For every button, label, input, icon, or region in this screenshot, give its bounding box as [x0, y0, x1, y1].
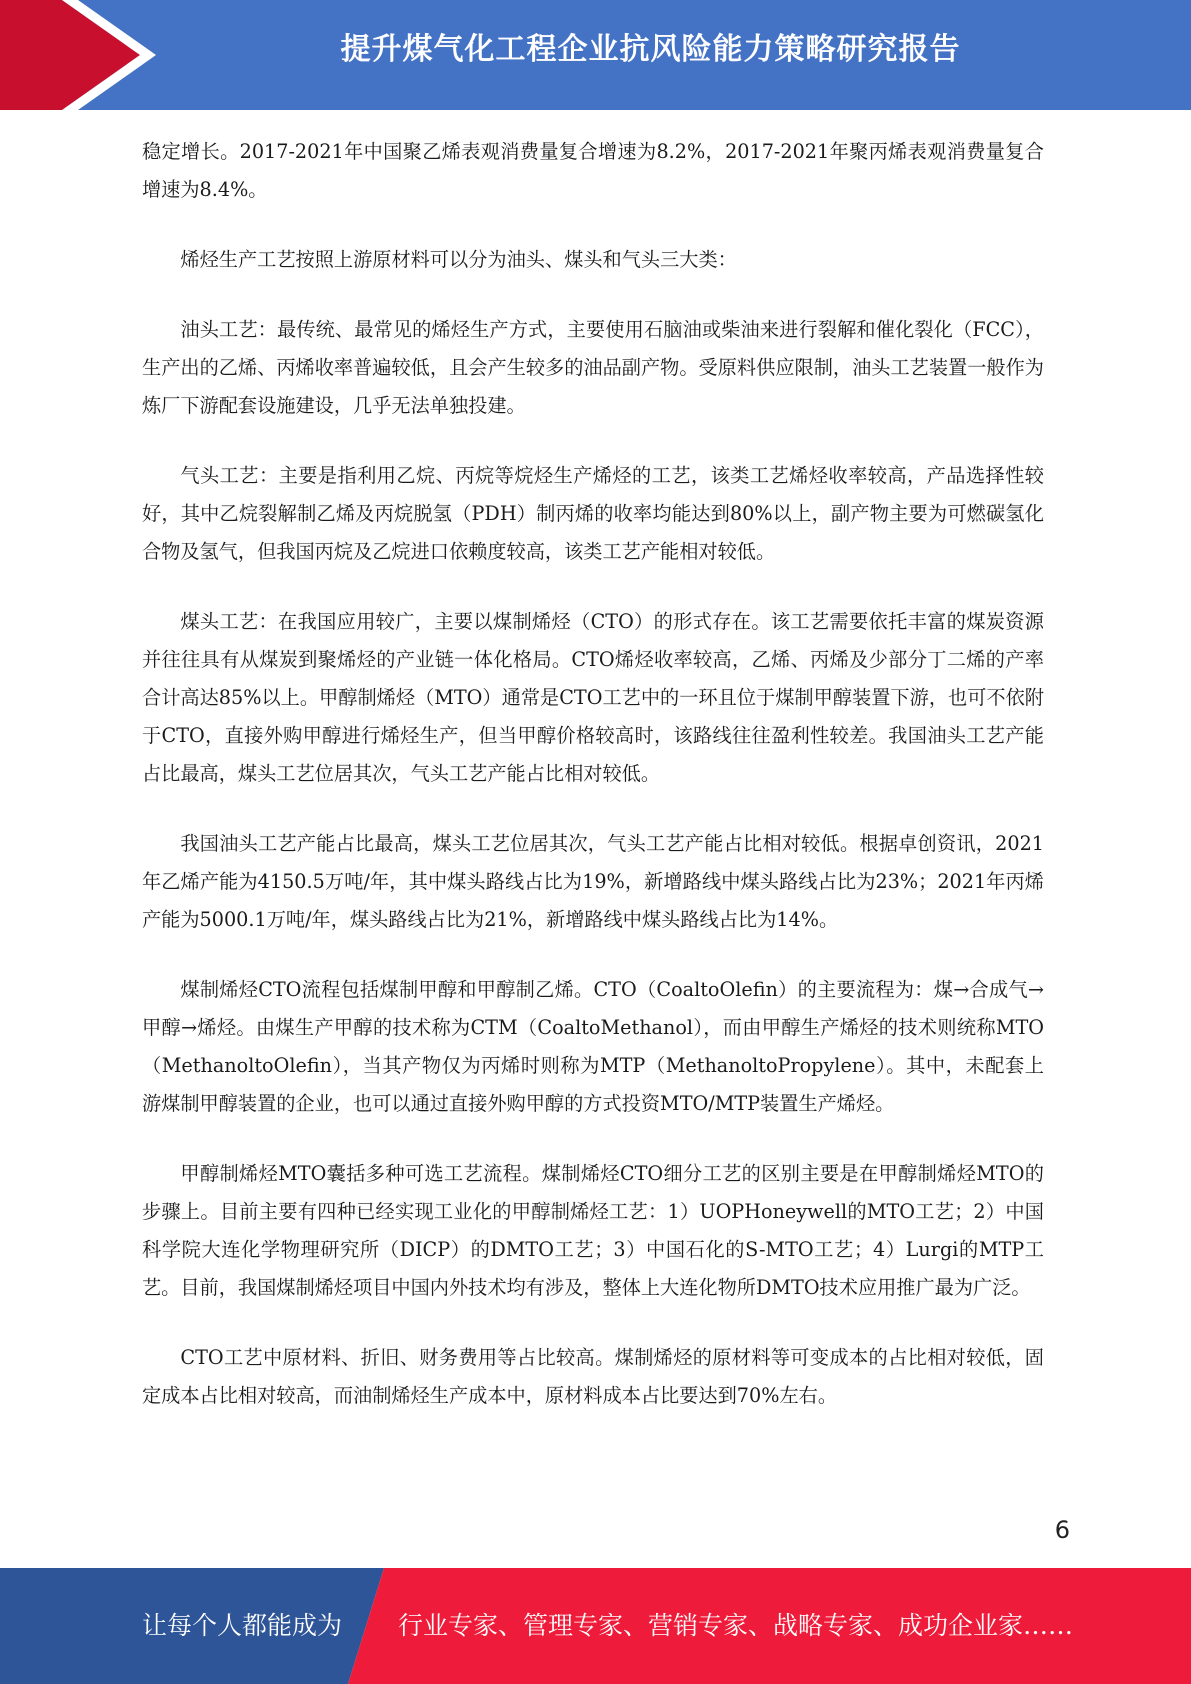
paragraph: 煤头工艺：在我国应用较广，主要以煤制烯烃（CTO）的形式存在。该工艺需要依托丰富的煤炭资源并往往具有从煤炭到聚烯烃的产业链一体化格局。CTO烯烃收率较高，乙烯、丙烯及少部分丁二烯的产率合计高达85%以上。甲醇制烯烃（MTO）通常是CTO工艺中的一环且位于煤制甲醇装置下游，也可不依附于CTO，直接外购甲醇进行烯烃生产，但当甲醇价格较高时，该路线往往盈利性较差。我国油头工艺产能占比最高，煤头工艺位居其次，气头工艺产能占比相对较低。 [142, 610, 1044, 785]
footer-slogan-right: 行业专家、管理专家、营销专家、战略专家、成功企业家…… [398, 1611, 1074, 1640]
paragraph: CTO工艺中原材料、折旧、财务费用等占比较高。煤制烯烃的原材料等可变成本的占比相对较低，固定成本占比相对较高，而油制烯烃生产成本中，原材料成本占比要达到70%左右。 [142, 1346, 1044, 1407]
page-number: 6 [1054, 1516, 1070, 1544]
paragraph: 油头工艺：最传统、最常见的烯烃生产方式，主要使用石脑油或柴油来进行裂解和催化裂化（FCC），生产出的乙烯、丙烯收率普遍较低，且会产生较多的油品副产物。受原料供应限制，油头工艺装置一般作为炼厂下游配套设施建设，几乎无法单独投建。 [142, 318, 1044, 417]
page-footer [0, 1568, 1191, 1684]
paragraph: 气头工艺：主要是指利用乙烷、丙烷等烷烃生产烯烃的工艺，该类工艺烯烃收率较高，产品选择性较好，其中乙烷裂解制乙烯及丙烷脱氢（PDH）制丙烯的收率均能达到80%以上，副产物主要为可燃碳氢化合物及氢气，但我国丙烷及乙烷进口依赖度较高，该类工艺产能相对较低。 [142, 464, 1044, 563]
paragraph: 煤制烯烃CTO流程包括煤制甲醇和甲醇制乙烯。CTO（CoaltoOlefin）的主要流程为：煤→合成气→甲醇→烯烃。由煤生产甲醇的技术称为CTM（CoaltoMethanol），而由甲醇生产烯烃的技术则统称MTO（MethanoltoOlefin），当其产物仅为丙烯时则称为MTP（MethanoltoPropylene）。其中，未配套上游煤制甲醇装置的企业，也可以通过直接外购甲醇的方式投资MTO/MTP装置生产烯烃。 [142, 978, 1044, 1115]
paragraph: 烯烃生产工艺按照上游原材料可以分为油头、煤头和气头三大类： [180, 248, 737, 271]
page-header [0, 0, 1191, 110]
document-body [142, 133, 1044, 1447]
paragraph: 甲醇制烯烃MTO囊括多种可选工艺流程。煤制烯烃CTO细分工艺的区别主要是在甲醇制烯烃MTO的步骤上。目前主要有四种已经实现工业化的甲醇制烯烃工艺：1）UOPHoneywell的MTO工艺；2）中国科学院大连化学物理研究所（DICP）的DMTO工艺；3）中国石化的S-MTO工艺；4）Lurgi的MTP工艺。目前，我国煤制烯烃项目中国内外技术均有涉及，整体上大连化物所DMTO技术应用推广最为广泛。 [142, 1162, 1044, 1299]
report-title: 提升煤气化工程企业抗风险能力策略研究报告 [340, 32, 961, 67]
paragraph: 我国油头工艺产能占比最高，煤头工艺位居其次，气头工艺产能占比相对较低。根据卓创资讯，2021年乙烯产能为4150.5万吨/年，其中煤头路线占比为19%，新增路线中煤头路线占比为23%；2021年丙烯产能为5000.1万吨/年，煤头路线占比为21%，新增路线中煤头路线占比为14%。 [142, 832, 1044, 931]
paragraph: 稳定增长。2017-2021年中国聚乙烯表观消费量复合增速为8.2%，2017-2021年聚丙烯表观消费量复合增速为8.4%。 [142, 140, 1044, 201]
footer-slogan-left: 让每个人都能成为 [142, 1611, 343, 1640]
